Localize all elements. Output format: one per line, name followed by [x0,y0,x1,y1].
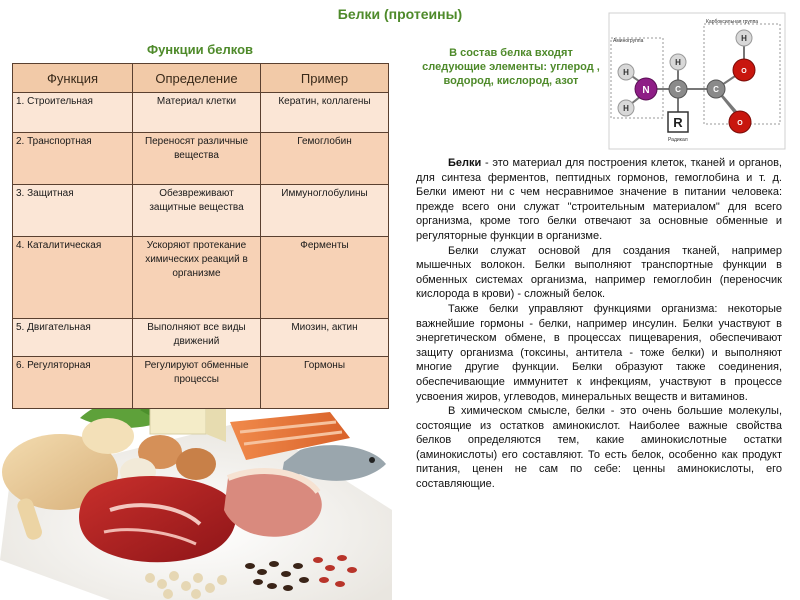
oxygen-atom-label: O [741,68,747,75]
table-row [13,93,389,133]
hydrogen-atom-label: H [675,58,681,67]
protein-elements-note: В состав белка входят следующие элементы: углерод , водород, кислород, азот [422,47,600,87]
hydrogen-atom-label: H [623,104,629,113]
cell-example: Гормоны [261,357,389,409]
amino-group-label: Аминогруппа [613,38,644,44]
table-row [13,357,389,409]
hydrogen-atom-label: H [741,34,747,43]
cell-example: Иммуноглобулины [261,185,389,237]
cell-function: 5. Двигательная [13,319,133,357]
cell-example: Кератин, коллагены [261,93,389,133]
carbon-atom-label: C [675,85,681,94]
cell-definition: Переносят различные вещества [133,133,261,185]
body-text [416,156,782,492]
nitrogen-atom-label: N [642,85,650,96]
cell-function: 2. Транспортная [13,133,133,185]
radical-atom-label: R [673,115,683,130]
table-row [13,185,389,237]
cell-function: 1. Строительная [13,93,133,133]
cell-definition: Материал клетки [133,93,261,133]
table-row [13,319,389,357]
table-row [13,133,389,185]
paragraph-lead-term: Белки [448,157,482,169]
cell-example: Миозин, актин [261,319,389,357]
column-header-function: Функция [13,64,133,93]
carboxyl-group-label: Карбоксильная группа [706,19,759,25]
amino-acid-diagram [608,12,786,150]
oxygen-atom-label: O [737,120,743,127]
paragraph-text: - это материал для построения клеток, тканей и органов, для синтеза ферментов, пептидных гормонов, гемоглобина и т. д. Белки имеют ни с чем несравнимое значение в питании человека: прежде всего они служат "строительным материалом" для всего организма, кроме того белки отвечают за основные обменные и регуляторные функции в организме. [416,157,782,242]
radical-label: Радикал [668,137,688,143]
cell-function: 4. Каталитическая [13,237,133,319]
column-header-definition: Определение [133,64,261,93]
table-header-row [13,64,389,93]
table-title: Функции белков [146,42,254,57]
cell-definition: Регулируют обменные процессы [133,357,261,409]
page-title: Белки (протеины) [337,6,463,22]
cell-example: Ферменты [261,237,389,319]
cell-definition: Обезвреживают защитные вещества [133,185,261,237]
cell-definition: Ускоряют протекание химических реакций в организме [133,237,261,319]
hydrogen-atom-label: H [623,68,629,77]
carbon-atom-label: C [713,85,719,94]
cell-function: 3. Защитная [13,185,133,237]
paragraph: В химическом смысле, белки - это очень большие молекулы, состоящие из остатков аминокислот. Наиболее важные свойства белков определяются тем, какие аминокислотные остатки (аминокислоты) его составляют. То есть белок, особенно как продукт питания, ценен не сам по себе: ценны аминокислоты, его составляющие. [416,405,782,491]
cell-definition: Выполняют все виды движений [133,319,261,357]
paragraph: Белки служат основой для создания тканей, например мышечных волокон. Белки выполняют транспортные функции в обменных системах организма, например гемоглобин (переносчик кислорода в крови) - сложный белок. [416,244,782,301]
table-row [13,237,389,319]
paragraph: Также белки управляют функциями организма: некоторые важнейшие гормоны - белки, например инсулин. Белки участвуют в энергетическом обмене, в процессах пищеварения, обеспечивают защиту организма (токсины, антитела - тоже белки) и выполняют многие другие функции. Белки образуют также соединения, обеспечивающие иммунитет к инфекциям, участвуют в процессе усвоения жиров, углеводов, минеральных веществ и витаминов. [416,302,782,403]
cell-example: Гемоглобин [261,133,389,185]
functions-table [12,63,389,409]
column-header-example: Пример [261,64,389,93]
paragraph [416,156,782,244]
cell-function: 6. Регуляторная [13,357,133,409]
